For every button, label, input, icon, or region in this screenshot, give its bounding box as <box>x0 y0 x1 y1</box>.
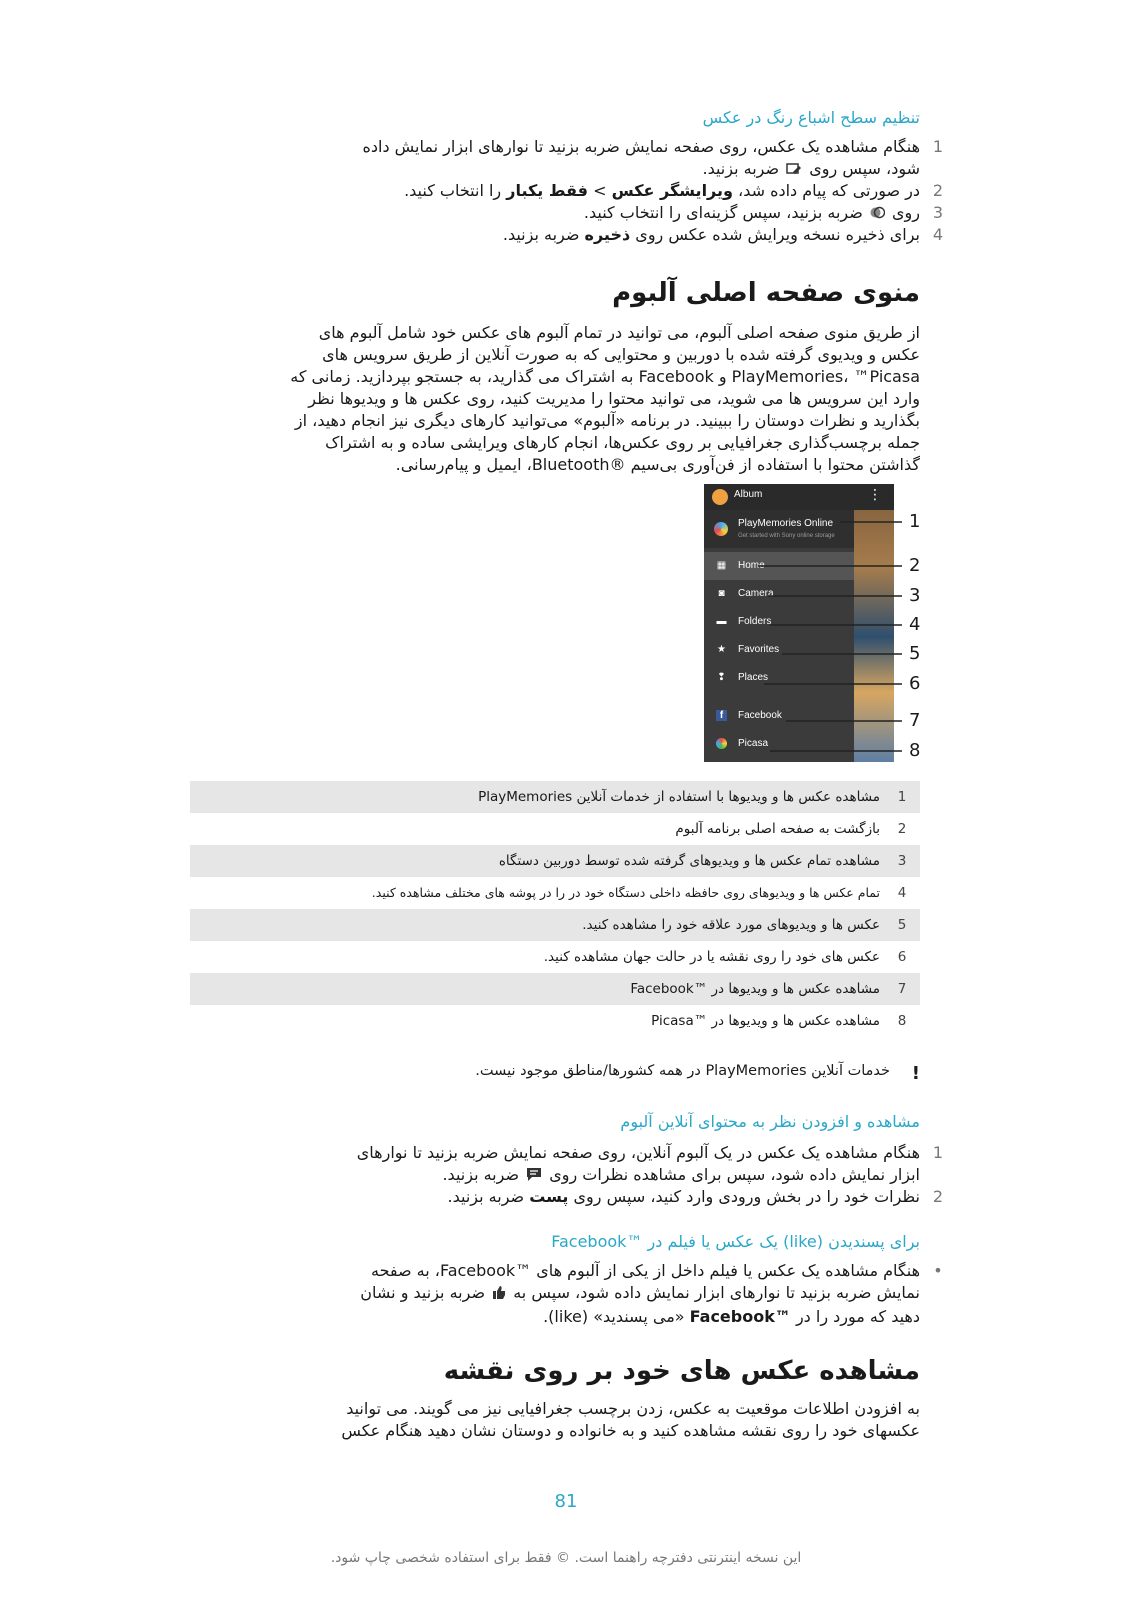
step-text-b: شود، سپس روی <box>809 159 920 178</box>
menu-item-facebook[interactable] <box>704 702 854 730</box>
step-number: 3 <box>932 203 944 222</box>
step-text <box>210 180 920 202</box>
step-1 <box>210 136 944 182</box>
separator: > <box>588 181 612 200</box>
menu-item-home[interactable] <box>704 552 854 580</box>
row-text: بازگشت به صفحه اصلی برنامه آلبوم <box>675 821 880 837</box>
step-2 <box>210 180 944 202</box>
menu-item-camera[interactable] <box>704 580 854 608</box>
album-menu-paragraph <box>200 322 920 476</box>
callout-number: 2 <box>909 555 921 576</box>
section-heading-album-menu: منوی صفحه اصلی آلبوم <box>612 278 920 308</box>
row-text: تمام عکس ها و ویدیوهای روی حافظه داخلی دستگاه خود در را در پوشه های مختلف مشاهده کنید. <box>371 885 880 900</box>
menu-item-label: Picasa <box>738 738 769 749</box>
folder-icon: ▬ <box>716 616 727 627</box>
step-text-a: نظرات خود را در بخش ورودی وارد کنید، سپس روی <box>573 1187 920 1206</box>
step-text-b: ضربه بزنید، سپس گزینه‌ای را انتخاب کنید. <box>583 203 863 222</box>
comment-icon <box>526 1166 542 1188</box>
step-text-b: ابزار نمایش داده شود، سپس برای مشاهده نظرات روی <box>549 1165 920 1184</box>
row-text: مشاهده تمام عکس ها و ویدیوهای گرفته شده توسط دوربین دستگاه <box>498 853 880 869</box>
step-number: 4 <box>932 225 944 244</box>
row-number: 8 <box>897 1013 907 1029</box>
playmemories-title: PlayMemories Online <box>738 518 834 529</box>
step-2 <box>210 1186 944 1208</box>
row-number: 4 <box>897 885 907 901</box>
menu-item-label: Folders <box>738 616 772 627</box>
row-text: عکس ها و ویدیوهای مورد علاقه خود را مشاهده کنید. <box>582 917 880 933</box>
bullet-line-1: هنگام مشاهده یک عکس یا فیلم داخل از یکی از آلبوم های ™Facebook، به صفحه <box>371 1261 920 1280</box>
photo-editor-option: ویرایشگر عکس <box>611 181 733 200</box>
legend-table <box>190 781 920 1037</box>
step-text-a: هنگام مشاهده یک عکس، روی صفحه نمایش ضربه بزنید تا نوارهای ابزار نمایش داده <box>362 137 920 156</box>
saturation-icon <box>870 204 885 226</box>
table-row <box>190 813 920 845</box>
row-number: 3 <box>897 853 907 869</box>
step-4 <box>210 224 944 246</box>
step-3 <box>210 202 944 226</box>
camera-icon: ◙ <box>718 588 725 599</box>
bullet-line-2a: نمایش ضربه بزنید تا نوارهای ابزار نمایش داده شود، سپس به <box>513 1283 920 1302</box>
paragraph-line: بگذارید و نظرات دوستان را ببینید. در برنامه «آلبوم» می‌توانید کارهای دیگری نیز انجام دهید، از <box>294 411 920 430</box>
location-pin-icon: ❢ <box>717 672 726 683</box>
table-row <box>190 877 920 909</box>
callout-number: 3 <box>909 585 921 606</box>
step-text-b: را انتخاب کنید. <box>404 181 502 200</box>
menu-item-label: Camera <box>738 588 774 599</box>
just-once-option: فقط یکبار <box>506 181 589 200</box>
menu-item-label: Home <box>738 560 765 571</box>
footer-note: این نسخه اینترنتی دفترچه راهنما است. © فقط برای استفاده شخصی چاپ شود. <box>330 1550 802 1566</box>
step-text-b: ضربه بزنید. <box>447 1187 525 1206</box>
menu-item-favorites[interactable] <box>704 636 854 664</box>
edit-photo-icon <box>786 160 802 182</box>
app-title: Album <box>734 489 763 500</box>
row-number: 2 <box>897 821 907 837</box>
paragraph-line: از طریق منوی صفحه اصلی آلبوم، می توانید در تمام آلبوم های عکس خود شامل آلبوم های <box>318 323 920 342</box>
note-box <box>190 1063 920 1084</box>
menu-item-picasa[interactable] <box>704 730 854 758</box>
thumbs-up-icon <box>492 1284 506 1306</box>
album-app-icon <box>712 489 728 505</box>
section-heading-map: مشاهده عکس های خود بر روی نقشه <box>443 1356 920 1386</box>
table-row <box>190 941 920 973</box>
row-text: عکس های خود را روی نقشه یا در حالت جهان مشاهده کنید. <box>543 949 880 965</box>
menu-item-folders[interactable] <box>704 608 854 636</box>
row-number: 1 <box>897 789 907 805</box>
section-title-like: برای پسندیدن (like) یک عکس یا فیلم در ™Facebook <box>551 1232 920 1251</box>
step-text-c: ضربه بزنید. <box>442 1165 520 1184</box>
table-row <box>190 973 920 1005</box>
row-number: 6 <box>897 949 907 965</box>
table-row <box>190 909 920 941</box>
home-icon: ▦ <box>716 560 727 571</box>
table-row <box>190 1005 920 1037</box>
table-row <box>190 781 920 813</box>
menu-item-label: Favorites <box>738 644 780 655</box>
note-text: خدمات آنلاین PlayMemories در همه کشورها/مناطق موجود نیست. <box>475 1063 890 1079</box>
callout-number: 4 <box>909 614 921 635</box>
app-top-bar <box>704 484 894 510</box>
picasa-icon <box>716 738 727 749</box>
menu-item-places[interactable] <box>704 664 854 692</box>
step-text <box>210 224 920 246</box>
step-text-a: هنگام مشاهده یک عکس در یک آلبوم آنلاین، روی صفحه نمایش ضربه بزنید تا نوارهای <box>356 1143 920 1162</box>
step-text-c: ضربه بزنید. <box>702 159 780 178</box>
row-number: 7 <box>897 981 907 997</box>
row-text: مشاهده عکس ها و ویدیوها در ™Picasa <box>651 1013 880 1029</box>
step-text <box>210 202 920 226</box>
bullet-line-2b: ضربه بزنید و نشان <box>360 1283 486 1302</box>
menu-item-label: Places <box>738 672 769 683</box>
callout-number: 8 <box>909 740 921 761</box>
row-number: 5 <box>897 917 907 933</box>
star-icon: ★ <box>717 644 726 655</box>
warning-icon: ! <box>911 1063 920 1084</box>
section-title-saturation: تنظیم سطح اشباع رنگ در عکس <box>702 108 920 127</box>
bullet-item <box>210 1260 943 1328</box>
paragraph-line: جمله برچسب‌گذاری جغرافیایی بر روی عکس‌ها، انجام کارهای ویرایشی ساده و به اشتراک <box>325 433 920 452</box>
step-1 <box>210 1142 944 1188</box>
playmemories-icon <box>714 522 728 536</box>
step-number: 2 <box>932 181 944 200</box>
background-photo <box>854 484 894 762</box>
paragraph-line: به افزودن اطلاعات موقعیت به عکس، زدن برچسب جغرافیایی نیز می گویند. می توانید <box>346 1399 920 1418</box>
playmemories-item[interactable] <box>704 510 854 548</box>
overflow-menu-icon[interactable]: ⋮ <box>868 487 882 503</box>
step-text <box>210 1186 920 1208</box>
facebook-icon: f <box>716 710 727 721</box>
step-text-b: ضربه بزنید. <box>502 225 580 244</box>
paragraph-line: PlayMemories، ™Picasa و Facebook به اشتراک می گذارید، به جستجو بپردازید. زمانی که <box>290 367 920 386</box>
row-text: مشاهده عکس ها و ویدیوها با استفاده از خدمات آنلاین PlayMemories <box>478 789 880 805</box>
row-text: مشاهده عکس ها و ویدیوها در ™Facebook <box>630 981 880 997</box>
paragraph-line: عکسهای خود را روی نقشه مشاهده کنید و به خانواده و دوستان نشان دهید هنگام عکس <box>341 1421 920 1440</box>
callout-number: 1 <box>909 511 921 532</box>
callout-number: 6 <box>909 673 921 694</box>
playmemories-subtitle: Get started with Sony online storage <box>738 533 835 539</box>
bullet-icon: • <box>933 1261 943 1280</box>
callout-number: 5 <box>909 643 921 664</box>
step-number: 2 <box>932 1187 944 1206</box>
section-title-comments: مشاهده و افزودن نظر به محتوای آنلاین آلبوم <box>620 1112 920 1131</box>
step-text <box>210 1142 920 1188</box>
step-text-a: در صورتی که پیام داده شد، <box>738 181 920 200</box>
step-number: 1 <box>932 1143 944 1162</box>
table-row <box>190 845 920 877</box>
album-menu-screenshot <box>704 484 894 762</box>
paragraph-line: وارد این سرویس ها می شوید، می توانید محتوا را مدیریت کنید، روی عکس ها و ویدیوها نظر <box>308 389 920 408</box>
bullet-text <box>210 1260 920 1328</box>
step-text-a: روی <box>892 203 920 222</box>
page-number: 81 <box>554 1491 578 1512</box>
bullet-line-3a: دهید که مورد را در <box>795 1307 920 1326</box>
bullet-line-3b: «می پسندید» (like). <box>543 1307 685 1326</box>
step-text <box>210 136 920 182</box>
step-text-a: برای ذخیره نسخه ویرایش شده عکس روی <box>635 225 920 244</box>
callout-number: 7 <box>909 710 921 731</box>
paragraph-line: گذاشتن محتوا با استفاده از فن‌آوری بی‌سیم ®Bluetooth، ایمیل و پیام‌رسانی. <box>395 455 920 474</box>
save-label: ذخیره <box>584 225 631 244</box>
map-paragraph <box>200 1398 920 1442</box>
paragraph-line: عکس و ویدیوی گرفته شده با دوربین و محتوایی که به صورت آنلاین از طریق سرویس های <box>322 345 920 364</box>
post-label: پست <box>529 1187 569 1206</box>
facebook-label: ™Facebook <box>689 1307 791 1326</box>
menu-item-label: Facebook <box>738 710 782 721</box>
step-number: 1 <box>932 137 944 156</box>
